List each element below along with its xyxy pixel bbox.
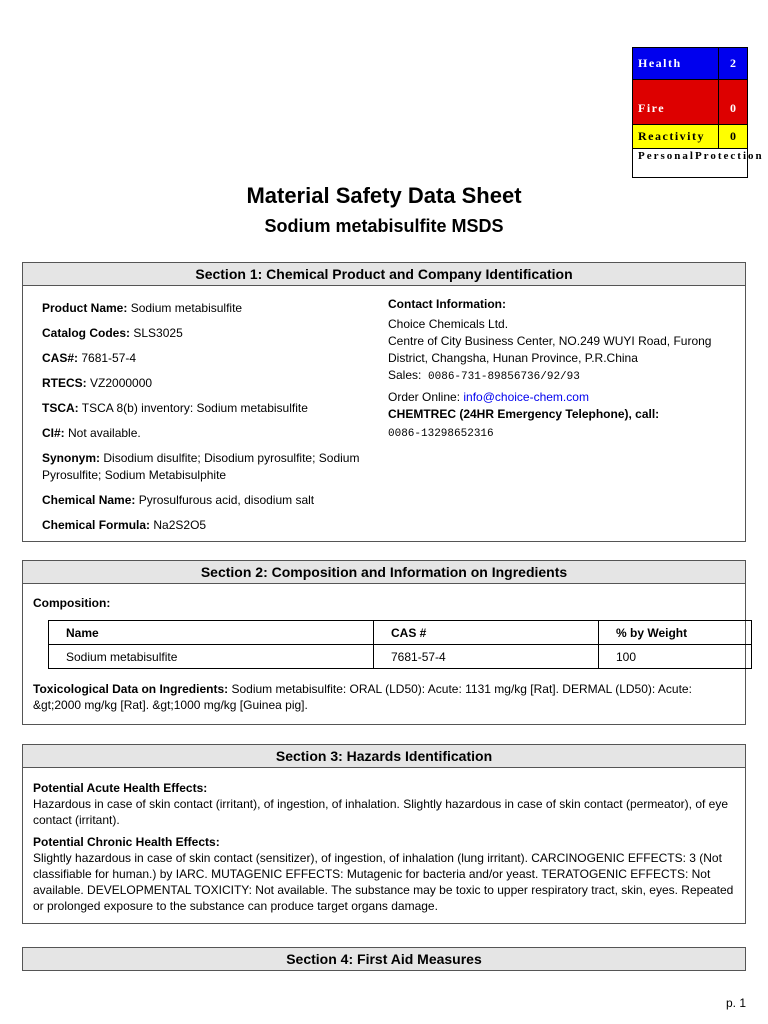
product-name-field xyxy=(42,300,362,317)
fire-value: 0 xyxy=(718,80,747,124)
tox-label: Toxicological Data on Ingredients: xyxy=(33,682,229,696)
acute-effects xyxy=(33,780,739,828)
field-label: Chemical Name: xyxy=(42,493,136,507)
fire-label: Fire xyxy=(638,101,666,115)
section-2-body xyxy=(22,584,746,725)
chemical-name-field xyxy=(42,492,362,509)
address-line-1: Centre of City Business Center, NO.249 WUYI Road, Furong xyxy=(388,334,712,348)
tsca-field xyxy=(42,400,362,417)
column-header-name: Name xyxy=(49,621,374,645)
health-label: Health xyxy=(638,56,682,70)
field-value: SLS3025 xyxy=(133,326,183,340)
chemtrec-phone: 0086-13298652316 xyxy=(388,428,494,440)
field-label: Product Name: xyxy=(42,301,128,315)
acute-label: Potential Acute Health Effects: xyxy=(33,781,208,795)
chemical-formula-field xyxy=(42,517,362,534)
field-label: TSCA: xyxy=(42,401,79,415)
ci-field xyxy=(42,425,362,442)
order-label: Order Online: xyxy=(388,390,461,404)
reactivity-rating-row xyxy=(633,125,747,149)
sales-phone: 0086-731-89856736/92/93 xyxy=(428,371,580,383)
hazard-rating-box xyxy=(632,47,764,178)
cas-field xyxy=(42,350,362,367)
page-number: p. 1 xyxy=(725,996,746,1010)
section-1-body xyxy=(22,286,746,542)
column-header-cas: CAS # xyxy=(374,621,599,645)
composition-table xyxy=(48,620,752,669)
sales-line xyxy=(388,367,743,386)
field-label: CAS#: xyxy=(42,351,79,365)
section-1-heading: Section 1: Chemical Product and Company Identification xyxy=(22,262,746,286)
field-value: Pyrosulfurous acid, disodium salt xyxy=(138,493,315,507)
field-value: 7681-57-4 xyxy=(81,351,137,365)
reactivity-label: Reactivity xyxy=(638,129,705,143)
chronic-text: Slightly hazardous in case of skin contact (sensitizer), of ingestion, of inhalation (lung irritant). CARCINOGENIC EFFECTS: 3 (Not classifiable for human.) by IARC. MUTAGENIC EFFECTS: Mutagenic for bacteria and/or yeast. TERATOGENIC EFFECTS: Not available. DEVELOPMENTAL TOXICITY: Not available. The substance may be toxic to upper respiratory tract, skin, eyes. Repeated or prolonged exposure to the substance can produce target organs damage. xyxy=(33,851,734,913)
field-value: TSCA 8(b) inventory: Sodium metabisulfite xyxy=(81,401,308,415)
chronic-label: Potential Chronic Health Effects: xyxy=(33,835,220,849)
field-label: RTECS: xyxy=(42,376,87,390)
fire-rating-row xyxy=(633,80,747,125)
field-value: Sodium metabisulfite xyxy=(130,301,243,315)
table-header-row xyxy=(49,621,752,645)
column-header-weight: % by Weight xyxy=(599,621,752,645)
health-value: 2 xyxy=(718,48,747,79)
ppe-line-2: Protection xyxy=(694,150,764,162)
cell-name: Sodium metabisulfite xyxy=(49,645,374,669)
synonym-field xyxy=(42,450,362,484)
field-label: Synonym: xyxy=(42,451,101,465)
composition-label: Composition: xyxy=(33,596,111,610)
address-line-2: District, Changsha, Hunan Province, P.R.China xyxy=(388,351,638,365)
field-value: VZ2000000 xyxy=(90,376,153,390)
sales-label: Sales: xyxy=(388,368,422,382)
section-4-heading: Section 4: First Aid Measures xyxy=(22,947,746,971)
acute-text: Hazardous in case of skin contact (irritant), of ingestion, of inhalation. Slightly hazardous in case of skin contact (permeator), of eye contact (irritant). xyxy=(33,797,729,827)
contact-heading: Contact Information: xyxy=(388,297,506,311)
health-rating-row xyxy=(633,48,747,80)
table-row xyxy=(49,645,752,669)
chemtrec-line: CHEMTREC (24HR Emergency Telephone), call: xyxy=(388,407,660,421)
catalog-codes-field xyxy=(42,325,362,342)
section-3-body xyxy=(22,768,746,924)
company-name: Choice Chemicals Ltd. xyxy=(388,317,509,331)
personal-protection-label xyxy=(633,149,764,177)
field-label: Catalog Codes: xyxy=(42,326,131,340)
section-3-heading: Section 3: Hazards Identification xyxy=(22,744,746,768)
chronic-effects xyxy=(33,834,739,914)
order-line xyxy=(388,389,743,406)
field-label: CI#: xyxy=(42,426,65,440)
document-title: Material Safety Data Sheet xyxy=(246,183,522,208)
section-2-heading: Section 2: Composition and Information on Ingredients xyxy=(22,560,746,584)
product-identification xyxy=(42,300,362,542)
personal-protection-row xyxy=(633,149,764,177)
document-subtitle: Sodium metabisulfite MSDS xyxy=(264,216,504,236)
ppe-line-1: Personal xyxy=(638,150,695,162)
tox-value: Sodium metabisulfite: ORAL (LD50): Acute: 1131 mg/kg [Rat]. DERMAL (LD50): Acute: &gt;2000 mg/kg [Rat]. &gt;1000 mg/kg [Guinea pig]. xyxy=(33,682,692,712)
hazards-text xyxy=(33,780,739,920)
cell-cas: 7681-57-4 xyxy=(374,645,599,669)
field-value: Na2S2O5 xyxy=(153,518,207,532)
reactivity-value: 0 xyxy=(718,125,747,148)
order-email-link[interactable]: info@choice-chem.com xyxy=(463,390,589,404)
field-value: Not available. xyxy=(68,426,141,440)
rtecs-field xyxy=(42,375,362,392)
cell-weight: 100 xyxy=(599,645,752,669)
contact-information xyxy=(388,296,743,443)
field-label: Chemical Formula: xyxy=(42,518,151,532)
field-value: Disodium disulfite; Disodium pyrosulfite; Sodium Pyrosulfite; Sodium Metabisulphite xyxy=(42,451,360,482)
toxicological-data xyxy=(33,681,739,713)
